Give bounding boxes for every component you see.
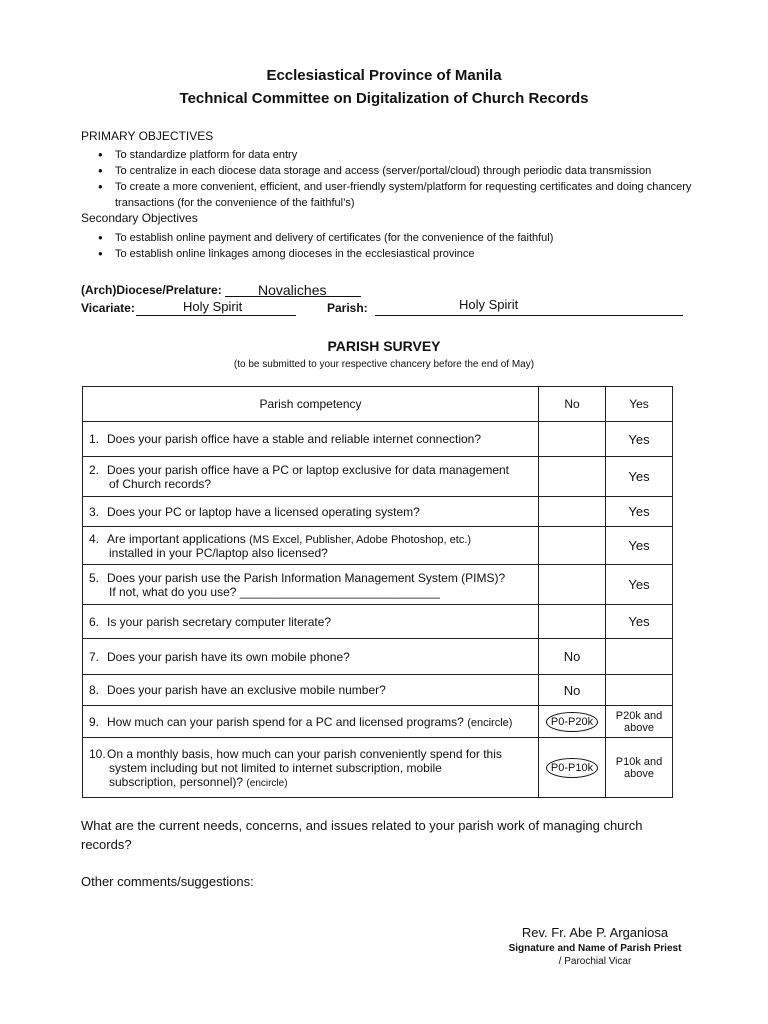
question-cell (83, 422, 539, 457)
question-number: 6. (89, 614, 100, 629)
question-cell (83, 457, 539, 497)
parish-value[interactable]: Holy Spirit (459, 297, 519, 312)
question-cell (83, 639, 539, 675)
col-question-header: Parish competency (83, 387, 539, 422)
question-number: 7. (89, 649, 100, 664)
col-yes-header: Yes (606, 387, 673, 422)
question-text: Does your parish have an exclusive mobile number? (107, 683, 386, 697)
signature-caption-2: / Parochial Vicar (558, 956, 632, 967)
answer-yes-cell[interactable]: Yes (606, 565, 673, 605)
answer-yes-cell[interactable]: Yes (606, 527, 673, 565)
question-text: Does your parish office have a stable and reliable internet connection? (107, 432, 482, 446)
survey-title: PARISH SURVEY (327, 338, 441, 354)
survey-table (82, 386, 673, 798)
question-number: 1. (89, 432, 100, 446)
secondary-objective-item: ● To establish online payment and delivery of certificates (for the convenience of the faithful) (82, 230, 702, 246)
secondary-objectives-heading: Secondary Objectives (81, 211, 198, 225)
answer-yes-cell[interactable] (606, 675, 673, 706)
answer-no-cell[interactable] (539, 565, 606, 605)
other-comments-label: Other comments/suggestions: (81, 874, 254, 889)
question-number: 3. (89, 504, 100, 519)
primary-objectives-heading: PRIMARY OBJECTIVES (81, 129, 214, 143)
table-row (83, 457, 673, 497)
question-cell (83, 675, 539, 706)
answer-no-cell[interactable] (539, 605, 606, 639)
answer-no-cell[interactable] (539, 422, 606, 457)
table-row (83, 639, 673, 675)
answer-no-cell[interactable] (539, 527, 606, 565)
question-text-cont: If not, what do you use? ______________________________ (109, 584, 440, 599)
answer-no-cell[interactable]: No (539, 639, 606, 675)
question-cell (83, 605, 539, 639)
question-text: Does your parish office have a PC or laptop exclusive for data management (107, 462, 509, 477)
header-province: Ecclesiastical Province of Manila (266, 67, 502, 84)
header-committee: Technical Committee on Digitalization of Church Records (179, 90, 589, 107)
survey-subtitle: (to be submitted to your respective chancery before the end of May) (233, 359, 535, 370)
signature-caption: Signature and Name of Parish Priest (508, 943, 682, 954)
question-text: Does your PC or laptop have a licensed operating system? (107, 504, 420, 519)
table-row (83, 706, 673, 738)
question-cell (83, 738, 539, 798)
question-text: Does your parish have its own mobile phone? (107, 649, 350, 664)
vicariate-underline (136, 315, 296, 316)
table-row (83, 738, 673, 798)
answer-yes-cell[interactable]: P10k and above (606, 738, 673, 798)
question-text: Are important applications (107, 531, 246, 546)
question-text: On a monthly basis, how much can your parish conveniently spend for this (107, 746, 502, 761)
answer-no-cell[interactable] (539, 497, 606, 527)
vicariate-value[interactable]: Holy Spirit (183, 299, 243, 314)
table-row (83, 527, 673, 565)
primary-objectives-list (82, 147, 702, 211)
signatory-name: Rev. Fr. Abe P. Arganiosa (521, 925, 669, 940)
table-row (83, 605, 673, 639)
question-cell (83, 565, 539, 605)
question-note: (MS Excel, Publisher, Adobe Photoshop, etc.) (249, 533, 472, 546)
table-row (83, 675, 673, 706)
answer-no-cell[interactable] (539, 457, 606, 497)
answer-no-cell[interactable]: No (539, 675, 606, 706)
table-row (83, 565, 673, 605)
answer-yes-cell[interactable]: Yes (606, 457, 673, 497)
question-cell (83, 497, 539, 527)
primary-objective-item: ● To standardize platform for data entry (82, 147, 702, 163)
answer-yes-cell[interactable] (606, 639, 673, 675)
diocese-value[interactable]: Novaliches (258, 282, 327, 298)
answer-yes-cell[interactable]: Yes (606, 605, 673, 639)
question-cell (83, 706, 539, 738)
circled-answer[interactable]: P0-P10k (546, 758, 598, 778)
parish-label: Parish: (327, 301, 368, 315)
circled-answer[interactable]: P0-P20k (546, 712, 598, 732)
question-note: (encircle) (246, 777, 288, 789)
answer-yes-cell[interactable]: Yes (606, 422, 673, 457)
parish-underline (375, 315, 683, 316)
answer-yes-cell[interactable]: P20k and above (606, 706, 673, 738)
question-number: 4. (89, 531, 100, 546)
table-header-row (83, 387, 673, 422)
col-no-header: No (539, 387, 606, 422)
secondary-objectives-list (82, 230, 702, 262)
answer-yes-cell[interactable]: Yes (606, 497, 673, 527)
question-number: 9. (89, 714, 100, 729)
table-row (83, 497, 673, 527)
answer-no-cell[interactable] (539, 706, 606, 738)
question-number: 8. (89, 683, 100, 697)
question-text-cont: system including but not limited to internet subscription, mobile (109, 760, 442, 775)
question-cell (83, 527, 539, 565)
vicariate-label: Vicariate: (81, 301, 135, 315)
primary-objective-item: ● To create a more convenient, efficient, and user-friendly system/platform for requesting certificates and doing chancery transactions (for the convenience of the faithful’s) (82, 179, 702, 211)
question-text: How much can your parish spend for a PC and licensed programs? (107, 714, 464, 729)
table-row (83, 422, 673, 457)
question-text-cont: subscription, personnel)? (109, 774, 244, 789)
question-text-cont: installed in your PC/laptop also licensed? (109, 545, 328, 560)
secondary-objective-item: ● To establish online linkages among dioceses in the ecclesiastical province (82, 246, 702, 262)
question-text-cont: of Church records? (109, 476, 212, 491)
answer-no-cell[interactable] (539, 738, 606, 798)
needs-question: What are the current needs, concerns, and issues related to your parish work of managing church records? (81, 818, 643, 852)
primary-objective-item: ● To centralize in each diocese data storage and access (server/portal/cloud) through periodic data transmission (82, 163, 702, 179)
question-number: 10. (89, 746, 106, 761)
question-number: 2. (89, 462, 100, 477)
question-text: Is your parish secretary computer literate? (107, 614, 332, 629)
question-number: 5. (89, 570, 100, 585)
diocese-label: (Arch)Diocese/Prelature: (81, 283, 222, 297)
question-text: Does your parish use the Parish Information Management System (PIMS)? (107, 570, 506, 585)
question-note: (encircle) (467, 716, 513, 729)
